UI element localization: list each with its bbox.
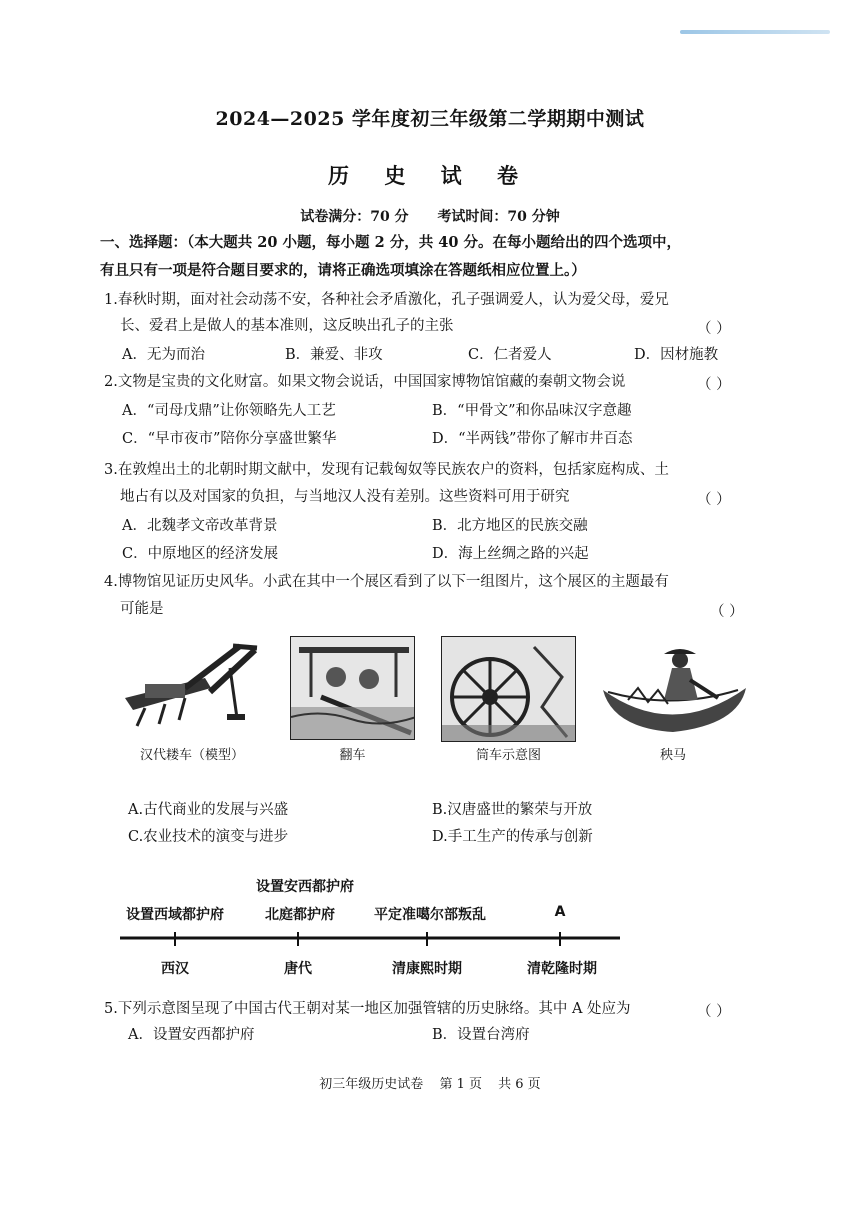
q5-stem-1: 5.下列示意图呈现了中国古代王朝对某一地区加强管辖的历史脉络。其中 A 处应为 [104,1001,631,1017]
q4-option-a: A.古代商业的发展与兴盛 [128,802,289,818]
caption-chain-pump: 翻车 [339,748,366,763]
q3-option-a: A．北魏孝文帝改革背景 [122,518,278,534]
q5-option-a: A．设置安西都护府 [128,1027,255,1043]
q4-stem-2: 可能是 [120,601,164,617]
caption-rice-seedling-boat: 秧马 [659,748,686,763]
timeline-period-1: 西汉 [161,961,189,977]
footer-total: 共 6 页 [498,1077,541,1092]
q1-answer-paren: （ ） [697,321,731,337]
q2-answer-paren: （ ） [697,377,731,393]
timeline-axis [120,930,620,950]
q2-stem-1: 2.文物是宝贵的文化财富。如果文物会说话，中国国家博物馆馆藏的秦朝文物会说 [104,374,626,390]
q2-option-b: B．“甲骨文”和你品味汉字意趣 [432,403,632,419]
q3-answer-paren: （ ） [697,492,731,508]
q3-stem-2: 地占有以及对国家的负担，与当地汉人没有差别。这些资料可用于研究 [120,489,570,505]
timeline-event-2b: 北庭都护府 [265,907,335,923]
section-intro-2: 有且只有一项是符合题目要求的，请将正确选项填涂在答题纸相应位置上。） [100,262,586,279]
q1-stem-2: 长、爱君上是做人的基本准则，这反映出孔子的主张 [120,318,454,334]
exam-meta [0,206,860,226]
timeline-period-3: 清康熙时期 [392,961,462,977]
timeline-event-1: 设置西域都护府 [126,907,224,923]
q4-stem-1: 4.博物馆见证历史风华。小武在其中一个展区看到了以下一组图片，这个展区的主题最有 [104,574,669,590]
section-intro-1: 一、选择题：（本大题共 20 小题，每小题 2 分，共 40 分。在每小题给出的四个选项中， [100,234,681,251]
subject-title: 历 史 试 卷 [328,163,532,188]
q1-stem-1: 1.春秋时期，面对社会动荡不安，各种社会矛盾激化，孔子强调爱人，认为爱父母，爱兄 [104,292,669,308]
footer-page: 第 1 页 [439,1077,482,1092]
caption-water-wheel: 筒车示意图 [475,748,541,763]
timeline-period-2: 唐代 [284,961,312,977]
q3-option-c: C．中原地区的经济发展 [122,546,279,562]
q2-option-a: A．“司母戊鼎”让你领略先人工艺 [122,403,336,419]
seed-drill-image [115,628,265,738]
page-footer [0,1073,860,1092]
q2-option-d: D．“半两钱”带你了解市井百态 [432,431,633,447]
q3-stem-1: 3.在敦煌出土的北朝时期文献中，发现有记载匈奴等民族农户的资料，包括家庭构成、土 [104,462,669,478]
q1-option-c: C．仁者爱人 [468,347,552,363]
q4-option-c: C.农业技术的演变与进步 [128,829,289,845]
q4-answer-paren: （ ） [710,604,744,620]
exam-time: 考试时间：70 分钟 [437,209,560,225]
q1-option-b: B．兼爱、非攻 [285,347,383,363]
full-score: 试卷满分：70 分 [300,209,409,225]
rice-seedling-boat-image [598,640,748,740]
scan-edge-mark [680,30,830,34]
q1-option-d: D．因材施教 [634,347,719,363]
water-wheel-image [441,636,576,742]
footer-name: 初三年级历史试卷 [319,1077,424,1092]
q5-option-b: B．设置台湾府 [432,1027,530,1043]
q2-option-c: C．“早市夜市”陪你分享盛世繁华 [122,431,337,447]
q1-option-a: A．无为而治 [122,347,205,363]
q4-option-d: D.手工生产的传承与创新 [432,829,593,845]
q5-answer-paren: （ ） [697,1004,731,1020]
q3-option-b: B．北方地区的民族交融 [432,518,588,534]
timeline-event-3: 平定准噶尔部叛乱 [374,907,486,923]
timeline-period-4: 清乾隆时期 [527,961,597,977]
exam-title: 2024—2025 学年度初三年级第二学期期中测试 [215,108,645,130]
timeline-event-a: A [554,904,566,920]
q3-option-d: D．海上丝绸之路的兴起 [432,546,589,562]
timeline-event-2a: 设置安西都护府 [256,879,354,895]
q4-option-b: B.汉唐盛世的繁荣与开放 [432,802,593,818]
caption-seed-drill: 汉代耧车（模型） [139,748,244,763]
chain-pump-image [290,636,415,740]
